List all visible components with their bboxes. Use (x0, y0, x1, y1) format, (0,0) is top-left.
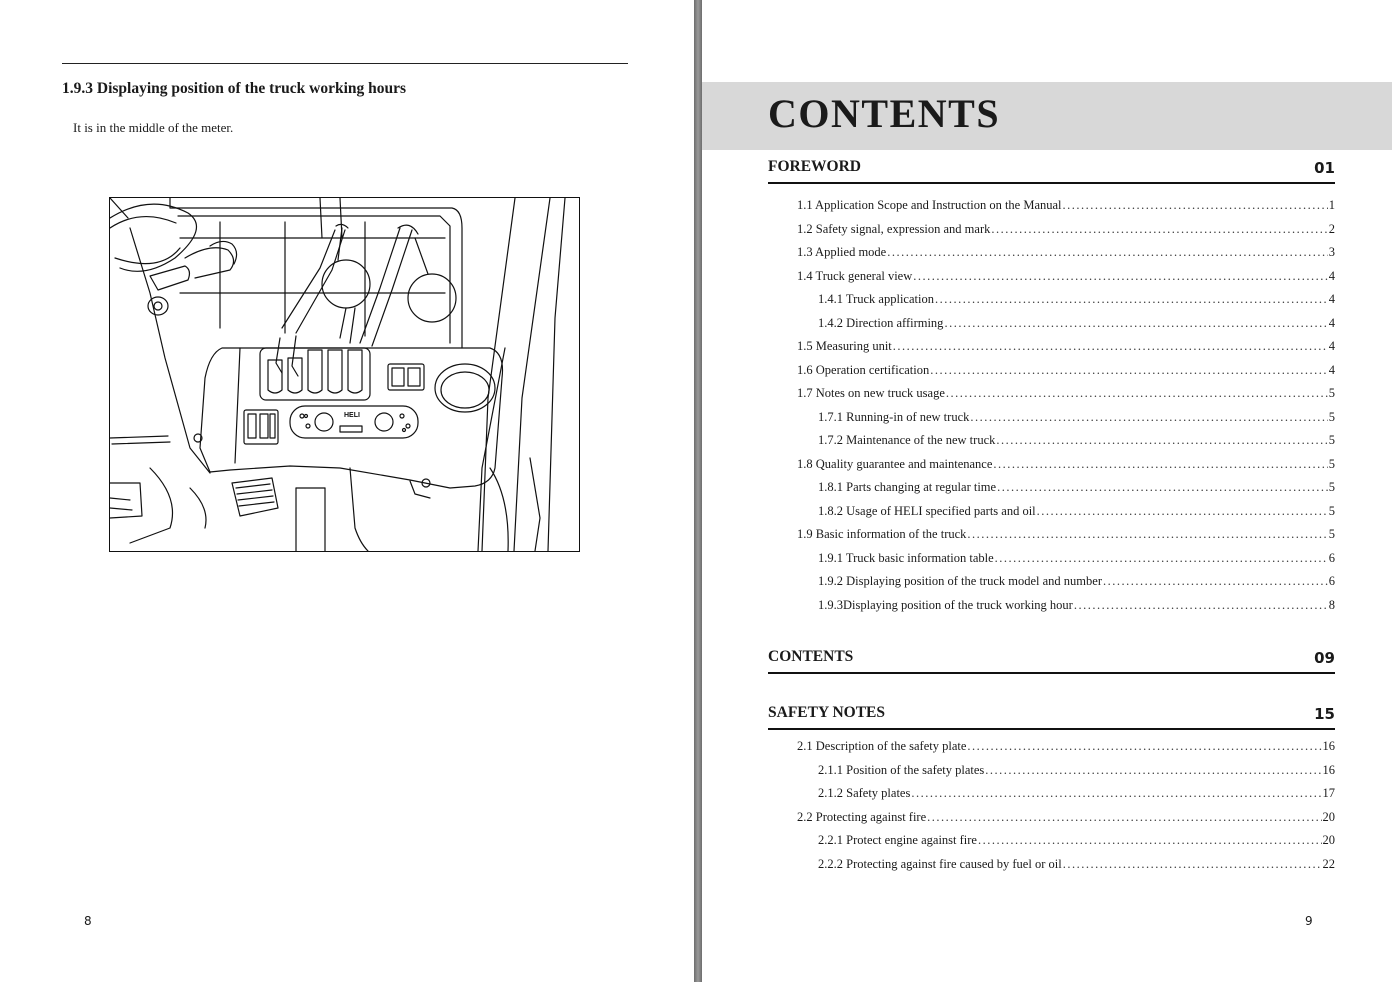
toc-leader (887, 245, 1328, 260)
lever-knob-group (268, 336, 362, 393)
toc-entry[interactable]: 2.1 Description of the safety plate ..... 16 (797, 739, 1335, 763)
page-number: 8 (84, 914, 92, 928)
toc-section-safety-notes[interactable] (768, 704, 1335, 730)
brake-pedal (110, 483, 142, 518)
toc-leader (893, 339, 1328, 354)
toc-leader (1037, 504, 1328, 519)
toc-entry[interactable]: 1.7.1 Running-in of new truck ..... 5 (797, 410, 1335, 434)
toc-section-page: 01 (1314, 159, 1335, 177)
toc-leader (967, 739, 1321, 754)
accelerator-pedal (232, 478, 278, 516)
toc-entry[interactable]: 1.4 Truck general view ..... 4 (797, 269, 1335, 293)
toc-entry[interactable]: 1.4.1 Truck application ..... 4 (797, 292, 1335, 316)
toc-entry[interactable]: 1.9.1 Truck basic information table ..... 6 (797, 551, 1335, 575)
left-page (0, 0, 694, 982)
toc-leader (970, 410, 1327, 425)
toc-entry[interactable]: 1.2 Safety signal, expression and mark ..... 2 (797, 222, 1335, 246)
toc-leader (997, 480, 1328, 495)
toc-leader (967, 527, 1327, 542)
toc-entry[interactable]: 1.8 Quality guarantee and maintenance ..... 5 (797, 457, 1335, 481)
round-gauge (435, 364, 495, 412)
toc-section-foreword[interactable] (768, 158, 1335, 184)
toc-entry[interactable]: 1.1 Application Scope and Instruction on the Manual ..... 1 (797, 198, 1335, 222)
toc-leader (1074, 598, 1328, 613)
toc-leader (1103, 574, 1328, 589)
toc-leader (935, 292, 1328, 307)
toc-entry[interactable]: 2.2.1 Protect engine against fire ..... 20 (797, 833, 1335, 857)
toc-section-title: FOREWORD (768, 158, 861, 175)
switch-block (244, 410, 278, 444)
mast-rail (482, 198, 515, 551)
toc-leader (944, 316, 1327, 331)
toc-leader (993, 457, 1327, 472)
toc-entry[interactable]: 1.8.2 Usage of HELI specified parts and oil ..... 5 (797, 504, 1335, 528)
toc-section-title: CONTENTS (768, 648, 854, 665)
section-heading: 1.9.3 Displaying position of the truck working hours (62, 80, 407, 97)
spine-gutter (694, 0, 702, 982)
toc-leader (1063, 857, 1322, 872)
contents-title: CONTENTS (768, 91, 1001, 136)
turn-signal-lever (150, 266, 189, 290)
toc-entry[interactable]: 2.2 Protecting against fire ..... 20 (797, 810, 1335, 834)
hour-meter-display (340, 426, 362, 432)
toc-entry[interactable]: 1.3 Applied mode ..... 3 (797, 245, 1335, 269)
mast-frame (170, 198, 462, 348)
toc-entry[interactable]: 2.1.2 Safety plates ..... 17 (797, 786, 1335, 810)
toc-leader (927, 810, 1321, 825)
toc-leader (978, 833, 1322, 848)
toc-entry[interactable]: 1.5 Measuring unit ..... 4 (797, 339, 1335, 363)
toc-leader (995, 551, 1328, 566)
toc-entry[interactable]: 1.7.2 Maintenance of the new truck ..... 5 (797, 433, 1335, 457)
toc-section-contents[interactable] (768, 648, 1335, 674)
toc-entry[interactable]: 2.2.2 Protecting against fire caused by fuel or oil ..... 22 (797, 857, 1335, 881)
page-number: 9 (1305, 914, 1313, 928)
toc-leader (996, 433, 1327, 448)
toc-leader (1063, 198, 1328, 213)
section-body-text: It is in the middle of the meter. (73, 120, 234, 135)
toc-section-page: 15 (1314, 705, 1335, 723)
toc-list-safety-notes (797, 739, 1335, 880)
toc-section-title: SAFETY NOTES (768, 704, 885, 721)
toc-leader (991, 222, 1327, 237)
header-rule (62, 63, 628, 64)
toc-leader (985, 763, 1321, 778)
toc-list-foreword (797, 198, 1335, 621)
panel-brand-label: HELI (344, 412, 360, 419)
toc-entry[interactable]: 1.9.2 Displaying position of the truck model and number ..... 6 (797, 574, 1335, 598)
toc-leader (930, 363, 1328, 378)
truck-dashboard-illustration (109, 197, 580, 552)
toc-leader (913, 269, 1327, 284)
toc-entry[interactable]: 2.1.1 Position of the safety plates ..... 16 (797, 763, 1335, 787)
toc-entry[interactable]: 1.9 Basic information of the truck ..... 5 (797, 527, 1335, 551)
toc-section-page: 09 (1314, 649, 1335, 667)
right-page (702, 0, 1392, 982)
toc-entry[interactable]: 1.7 Notes on new truck usage ..... 5 (797, 386, 1335, 410)
meter-panel (290, 406, 418, 438)
toc-entry[interactable]: 1.4.2 Direction affirming ..... 4 (797, 316, 1335, 340)
toc-leader (946, 386, 1328, 401)
toc-entry[interactable]: 1.8.1 Parts changing at regular time ..... 5 (797, 480, 1335, 504)
toc-entry[interactable]: 1.9.3Displaying position of the truck working hour ..... 8 (797, 598, 1335, 622)
toc-leader (911, 786, 1321, 801)
toc-entry[interactable]: 1.6 Operation certification ..... 4 (797, 363, 1335, 387)
